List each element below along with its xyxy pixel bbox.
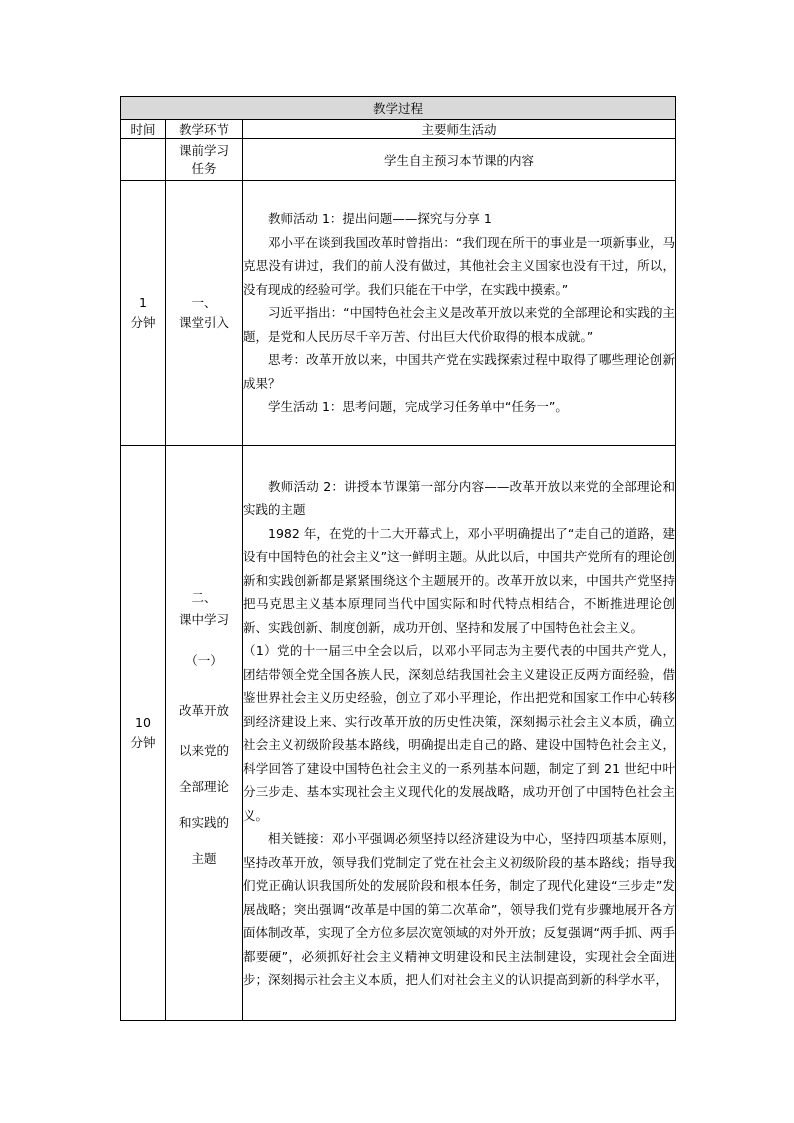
time-value: 10 (135, 715, 151, 730)
paragraph: 教师活动 1：提出问题——探究与分享 1 (268, 211, 492, 227)
time-cell-lesson (121, 446, 166, 1021)
time-unit: 分钟 (130, 735, 156, 750)
table-row-preclass (121, 139, 676, 181)
table-title: 教学过程 (121, 97, 676, 120)
table-header-row (121, 120, 676, 139)
table-title-row (121, 97, 676, 120)
stage-label-line: 全部理论 (178, 779, 229, 794)
stage-label-line: （一） (185, 653, 223, 668)
table-row-lesson (121, 446, 676, 1021)
table-row-intro (121, 181, 676, 446)
lesson-process-table (120, 96, 676, 1021)
stage-label-line: 课中学习 (178, 612, 229, 627)
paragraph: 教师活动 2：讲授本节课第一部分内容——改革开放以来党的全部理论和实践的主题 (243, 478, 676, 517)
paragraph: 1982 年，在党的十二大开幕式上，邓小平明确提出了“走自己的道路，建设有中国特色的社会主义”这一鲜明主题。从此以后，中国共产党所有的理论创新和实践创新都是紧紧围绕这个主题展开的。改革开放以来，中国共产党坚持把马克思主义基本原理同当代中国实际和时代特点相结合，不断推进理论创新、实践创新、制度创新，成功开创、坚持和发展了中国特色社会主义。 (243, 525, 676, 635)
stage-label-line: 以来党的 (178, 743, 229, 758)
time-cell-empty (121, 139, 166, 181)
paragraph: 相关链接：邓小平强调必须坚持以经济建设为中心，坚持四项基本原则，坚持改革开放，领导我们党制定了党在社会主义初级阶段的基本路线；指导我们党正确认识我国所处的发展阶段和根本任务，制定了现代化建设“三步走”发展战略；突出强调“改革是中国的第二次革命”，领导我们党有步骤地展开各方面体制改革，实现了全方位多层次宽领域的对外开放；反复强调“两手抓、两手都要硬”，必须抓好社会主义精神文明建设和民主法制建设，实现社会全面进步；深刻揭示社会主义本质，把人们对社会主义的认识提高到新的科学水平， (243, 831, 676, 987)
stage-cell-lesson (166, 446, 243, 1021)
activity-cell-preclass: 学生自主预习本节课的内容 (243, 139, 676, 181)
paragraph: 邓小平在谈到我国改革时曾指出：“我们现在所干的事业是一项新事业，马克思没有讲过，我们的前人没有做过，其他社会主义国家也没有干过，所以，没有现成的经验可学。我们只能在干中学，在实践中摸索。” (243, 234, 676, 297)
header-activity: 主要师生活动 (243, 120, 676, 139)
time-unit: 分钟 (130, 315, 156, 330)
stage-label-line: 和实践的 (178, 815, 229, 830)
stage-label-line: 任务 (191, 160, 217, 176)
paragraph: 思考：改革开放以来，中国共产党在实践探索过程中取得了哪些理论创新成果？ (243, 352, 676, 391)
paragraph: 习近平指出：“中国特色社会主义是改革开放以来党的全部理论和实践的主题，是党和人民历尽千辛万苦、付出巨大代价取得的根本成就。” (243, 305, 676, 344)
stage-label-line: 二、 (191, 590, 217, 605)
stage-label-line: 课堂引入 (178, 315, 229, 330)
time-value: 1 (139, 295, 147, 310)
activity-cell-lesson (243, 446, 676, 1021)
paragraph: （1）党的十一届三中全会以后，以邓小平同志为主要代表的中国共产党人，团结带领全党全国各族人民，深刻总结我国社会主义建设正反两方面经验，借鉴世界社会主义历史经验，创立了邓小平理论，作出把党和国家工作中心转移到经济建设上来、实行改革开放的历史性决策，深刻揭示社会主义本质，确立社会主义初级阶段基本路线，明确提出走自己的路、建设中国特色社会主义，科学回答了建设中国特色社会主义的一系列基本问题，制定了到 21 世纪中叶分三步走、基本实现社会主义现代化的发展战略，成功开创了中国特色社会主义。 (243, 643, 676, 823)
header-time: 时间 (121, 120, 166, 139)
stage-cell-intro (166, 181, 243, 446)
stage-label-line: 一、 (191, 295, 217, 310)
time-cell-intro (121, 181, 166, 446)
header-stage: 教学环节 (166, 120, 243, 139)
stage-label-line: 课前学习 (178, 142, 229, 158)
stage-label-line: 主题 (191, 851, 217, 866)
activity-cell-intro (243, 181, 676, 446)
stage-label-line: 改革开放 (178, 703, 229, 718)
paragraph: 学生活动 1：思考问题，完成学习任务单中“任务一”。 (268, 399, 568, 415)
stage-cell-preclass (166, 139, 243, 181)
